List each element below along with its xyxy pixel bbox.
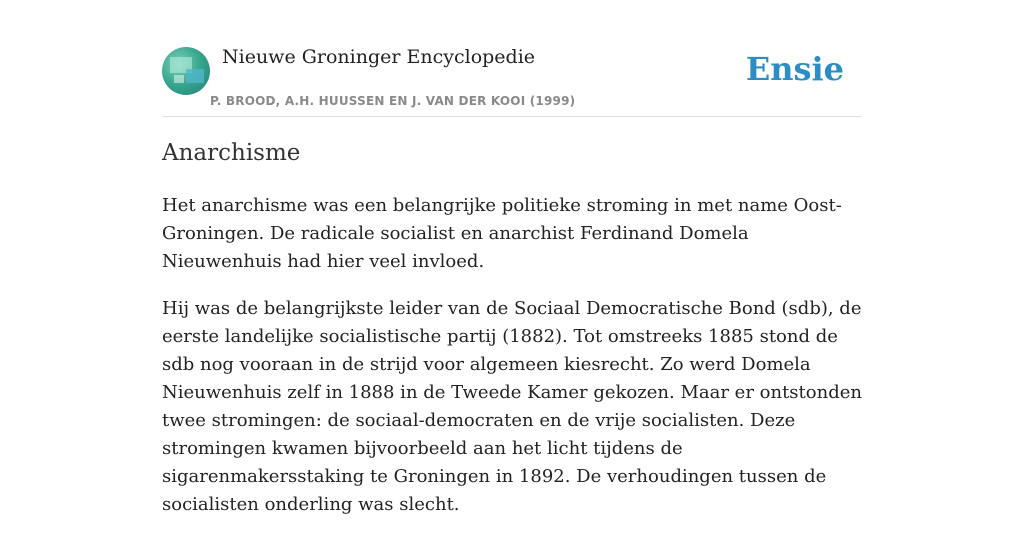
book-cover-avatar[interactable]	[162, 47, 210, 95]
ensie-logo[interactable]: Ensie	[745, 50, 844, 88]
article-paragraph: Hij was de belangrijkste leider van de Sociaal Democratische Bond (sdb), de eerste landelijke socialistische partij (1882). Tot omstreeks 1885 stond de sdb nog vooraan in de strijd voor algemeen kiesrecht. Zo werd Domela Nieuwenhuis zelf in 1888 in de Tweede Kamer gekozen. Maar er ontstonden twee stromingen: de sociaal-democraten en de vrije socialisten. Deze stromingen kwamen bijvoorbeeld aan het licht tijdens de sigarenmakersstaking te Groningen in 1892. De verhoudingen tussen de socialisten onderling was slecht.	[162, 298, 862, 515]
authors-line: P. BROOD, A.H. HUUSSEN EN J. VAN DER KOOI (1999)	[210, 94, 576, 108]
page-header	[162, 40, 862, 117]
article-title: Anarchisme	[162, 140, 301, 166]
article-body	[162, 192, 862, 538]
book-title-link[interactable]: Nieuwe Groninger Encyclopedie	[222, 46, 536, 68]
article-paragraph: Het anarchisme was een belangrijke politieke stroming in met name Oost-Groningen. De radicale socialist en anarchist Ferdinand Domela Nieuwenhuis had hier veel invloed.	[162, 195, 842, 272]
